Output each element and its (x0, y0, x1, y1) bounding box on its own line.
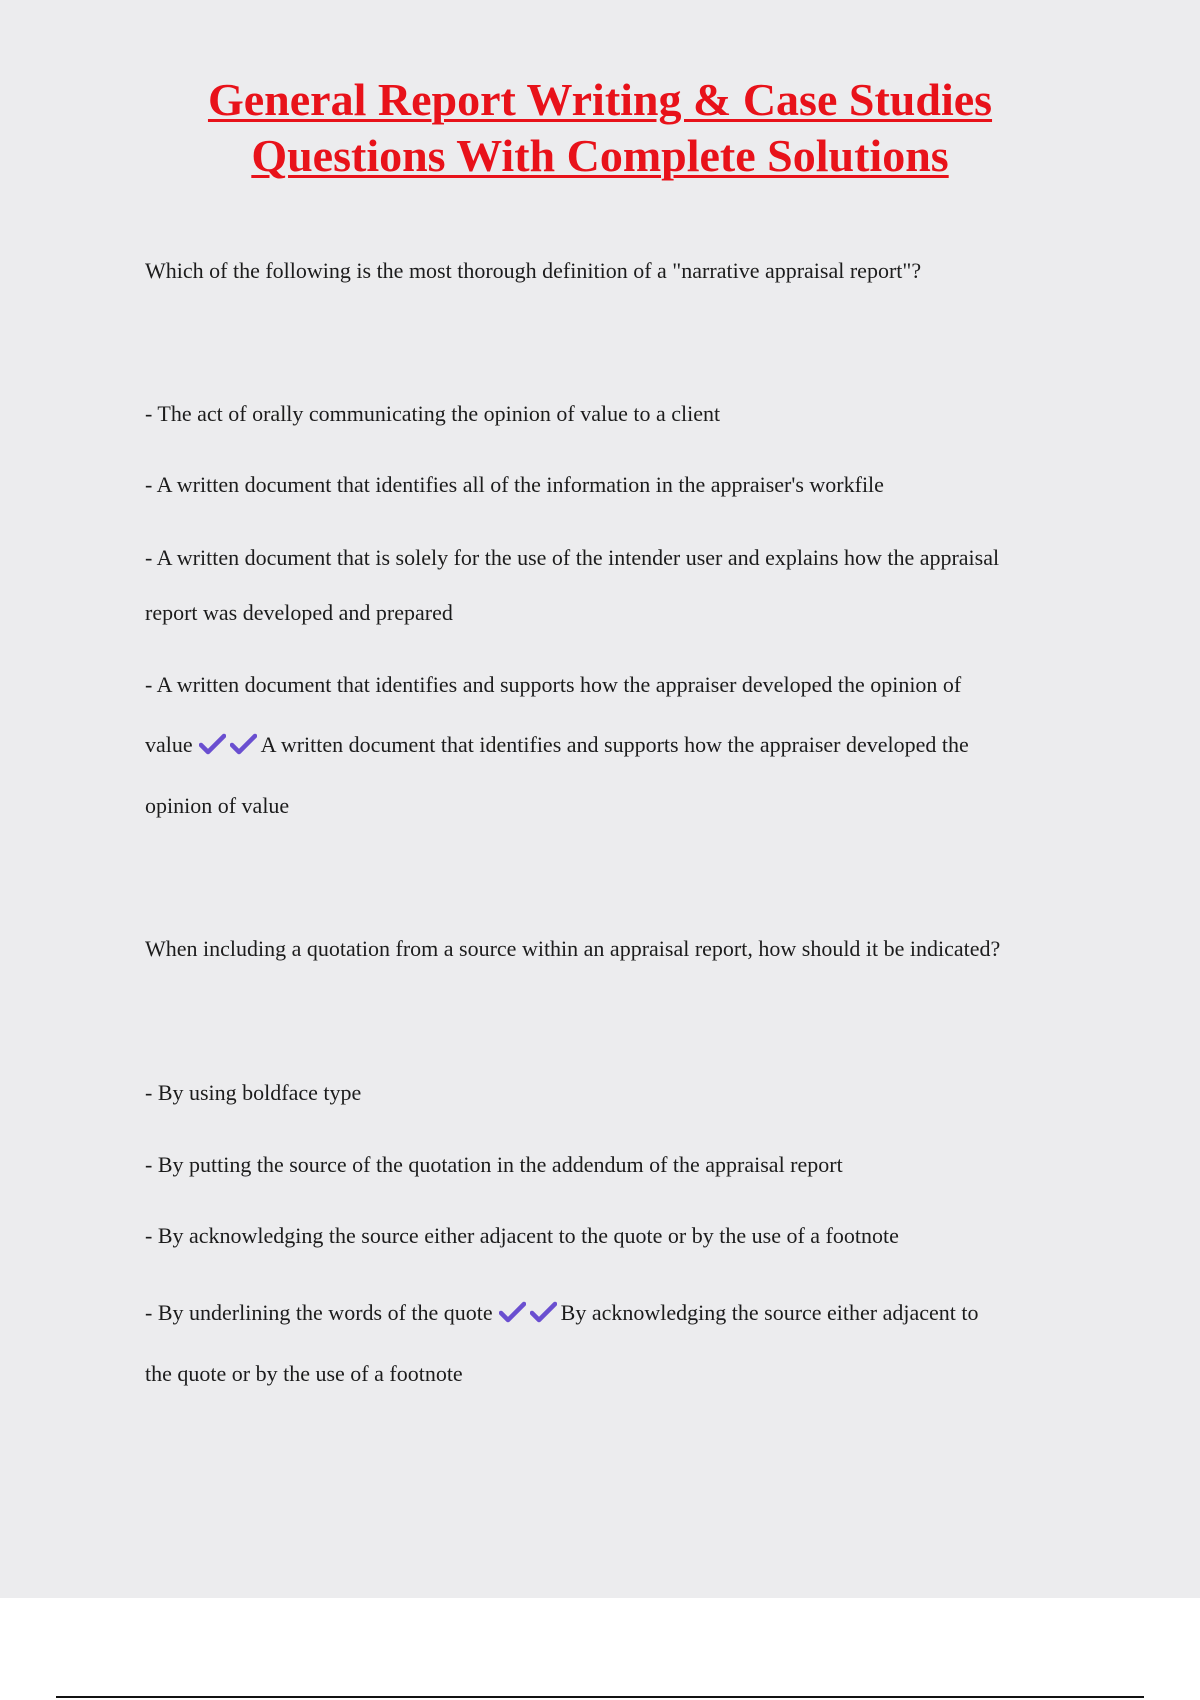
q1-answer-text: A written document that identifies and supports how the appraiser developed the (260, 732, 969, 757)
question-1: Which of the following is the most thorough definition of a "narrative appraisal report"? (145, 258, 922, 283)
footer-rule (56, 1696, 1144, 1698)
q2-option-2: - By putting the source of the quotation in the addendum of the appraisal report (145, 1152, 843, 1177)
title-line-2: Questions With Complete Solutions (251, 130, 949, 181)
check-icon (499, 1301, 526, 1323)
q1-option-4-line-1: - A written document that identifies and supports how the appraiser developed the opinion of (145, 672, 962, 697)
q1-option-1: - The act of orally communicating the opinion of value to a client (145, 401, 721, 426)
title-line-1: General Report Writing & Case Studies (207, 74, 993, 125)
q2-answer-line-2: the quote or by the use of a footnote (145, 1361, 463, 1386)
q2-option-1: - By using boldface type (145, 1080, 362, 1105)
q1-option-4-line-2: value (145, 732, 193, 757)
q2-answer-text: By acknowledging the source either adjacent to (560, 1300, 979, 1325)
check-icon (530, 1301, 557, 1323)
q2-option-3: - By acknowledging the source either adjacent to the quote or by the use of a footnote (145, 1223, 899, 1248)
q1-answer-line-1 (145, 730, 969, 760)
q1-option-3-line-1: - A written document that is solely for the use of the intender user and explains how the appraisal (145, 545, 1000, 570)
q1-answer-line-2: opinion of value (145, 793, 290, 818)
q2-answer-line-1 (145, 1298, 979, 1328)
q1-option-3-line-2: report was developed and prepared (145, 600, 453, 625)
q1-option-2: - A written document that identifies all of the information in the appraiser's workfile (145, 472, 884, 497)
check-icon (199, 733, 226, 755)
question-2: When including a quotation from a source within an appraisal report, how should it be indicated? (145, 936, 1001, 961)
q2-option-4: - By underlining the words of the quote (145, 1300, 493, 1325)
document-title (0, 72, 1200, 184)
check-icon (230, 733, 257, 755)
